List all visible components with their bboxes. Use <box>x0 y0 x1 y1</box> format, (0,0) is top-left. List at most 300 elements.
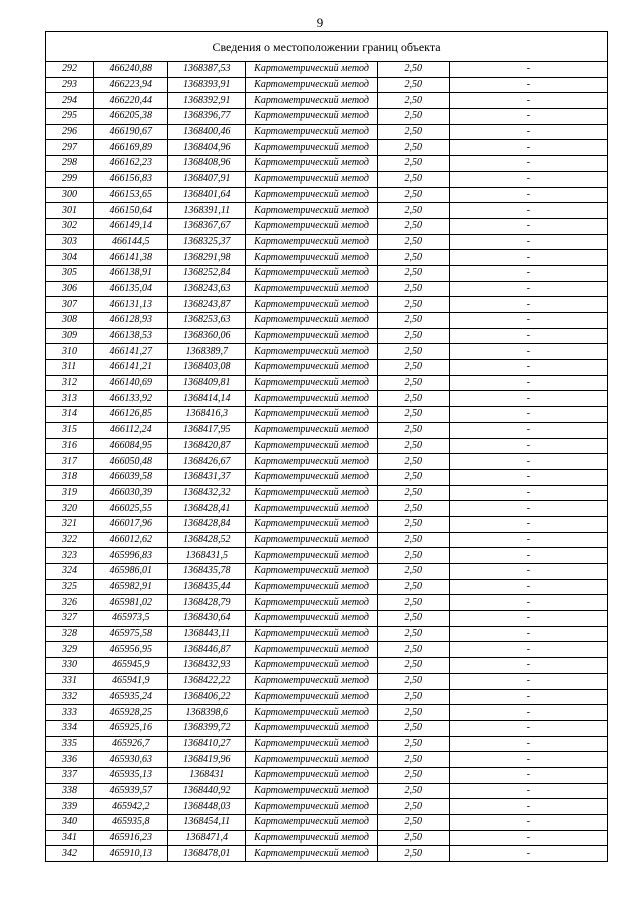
table-title: Сведения о местоположении границ объекта <box>46 32 608 62</box>
point-number-cell: 311 <box>46 360 94 376</box>
accuracy-cell: 2,50 <box>377 375 449 391</box>
table-row <box>46 689 608 705</box>
x-coordinate-cell: 466012,62 <box>94 532 168 548</box>
y-coordinate-cell: 1368430,64 <box>168 611 246 627</box>
x-coordinate-cell: 466220,44 <box>94 93 168 109</box>
description-cell: - <box>449 626 607 642</box>
point-number-cell: 299 <box>46 171 94 187</box>
accuracy-cell: 2,50 <box>377 846 449 862</box>
x-coordinate-cell: 465928,25 <box>94 705 168 721</box>
point-number-cell: 329 <box>46 642 94 658</box>
method-cell: Картометрический метод <box>246 203 378 219</box>
description-cell: - <box>449 752 607 768</box>
table-row <box>46 485 608 501</box>
y-coordinate-cell: 1368422,22 <box>168 673 246 689</box>
description-cell: - <box>449 516 607 532</box>
point-number-cell: 303 <box>46 234 94 250</box>
accuracy-cell: 2,50 <box>377 799 449 815</box>
table-row <box>46 767 608 783</box>
table-row <box>46 62 608 78</box>
method-cell: Картометрический метод <box>246 250 378 266</box>
point-number-cell: 334 <box>46 720 94 736</box>
point-number-cell: 319 <box>46 485 94 501</box>
method-cell: Картометрический метод <box>246 532 378 548</box>
point-number-cell: 310 <box>46 344 94 360</box>
point-number-cell: 308 <box>46 313 94 329</box>
y-coordinate-cell: 1368408,96 <box>168 156 246 172</box>
y-coordinate-cell: 1368428,79 <box>168 595 246 611</box>
y-coordinate-cell: 1368404,96 <box>168 140 246 156</box>
point-number-cell: 332 <box>46 689 94 705</box>
point-number-cell: 324 <box>46 564 94 580</box>
point-number-cell: 331 <box>46 673 94 689</box>
point-number-cell: 341 <box>46 830 94 846</box>
x-coordinate-cell: 466150,64 <box>94 203 168 219</box>
y-coordinate-cell: 1368403,08 <box>168 360 246 376</box>
accuracy-cell: 2,50 <box>377 564 449 580</box>
y-coordinate-cell: 1368253,63 <box>168 313 246 329</box>
accuracy-cell: 2,50 <box>377 720 449 736</box>
x-coordinate-cell: 465986,01 <box>94 564 168 580</box>
y-coordinate-cell: 1368414,14 <box>168 391 246 407</box>
description-cell: - <box>449 62 607 78</box>
accuracy-cell: 2,50 <box>377 485 449 501</box>
point-number-cell: 337 <box>46 767 94 783</box>
x-coordinate-cell: 466240,88 <box>94 62 168 78</box>
accuracy-cell: 2,50 <box>377 360 449 376</box>
x-coordinate-cell: 465996,83 <box>94 548 168 564</box>
description-cell: - <box>449 360 607 376</box>
description-cell: - <box>449 564 607 580</box>
x-coordinate-cell: 465930,63 <box>94 752 168 768</box>
method-cell: Картометрический метод <box>246 391 378 407</box>
table-row <box>46 234 608 250</box>
accuracy-cell: 2,50 <box>377 815 449 831</box>
y-coordinate-cell: 1368367,67 <box>168 218 246 234</box>
y-coordinate-cell: 1368389,7 <box>168 344 246 360</box>
accuracy-cell: 2,50 <box>377 830 449 846</box>
description-cell: - <box>449 203 607 219</box>
description-cell: - <box>449 720 607 736</box>
method-cell: Картометрический метод <box>246 642 378 658</box>
method-cell: Картометрический метод <box>246 281 378 297</box>
x-coordinate-cell: 465982,91 <box>94 579 168 595</box>
description-cell: - <box>449 783 607 799</box>
x-coordinate-cell: 466025,55 <box>94 501 168 517</box>
description-cell: - <box>449 736 607 752</box>
point-number-cell: 304 <box>46 250 94 266</box>
method-cell: Картометрический метод <box>246 62 378 78</box>
description-cell: - <box>449 328 607 344</box>
method-cell: Картометрический метод <box>246 234 378 250</box>
x-coordinate-cell: 466141,27 <box>94 344 168 360</box>
description-cell: - <box>449 218 607 234</box>
description-cell: - <box>449 469 607 485</box>
accuracy-cell: 2,50 <box>377 767 449 783</box>
point-number-cell: 294 <box>46 93 94 109</box>
accuracy-cell: 2,50 <box>377 62 449 78</box>
y-coordinate-cell: 1368428,84 <box>168 516 246 532</box>
method-cell: Картометрический метод <box>246 564 378 580</box>
method-cell: Картометрический метод <box>246 548 378 564</box>
description-cell: - <box>449 281 607 297</box>
point-number-cell: 312 <box>46 375 94 391</box>
y-coordinate-cell: 1368399,72 <box>168 720 246 736</box>
y-coordinate-cell: 1368393,91 <box>168 77 246 93</box>
table-row <box>46 77 608 93</box>
y-coordinate-cell: 1368428,41 <box>168 501 246 517</box>
description-cell: - <box>449 815 607 831</box>
description-cell: - <box>449 830 607 846</box>
accuracy-cell: 2,50 <box>377 501 449 517</box>
method-cell: Картометрический метод <box>246 611 378 627</box>
point-number-cell: 317 <box>46 454 94 470</box>
accuracy-cell: 2,50 <box>377 218 449 234</box>
y-coordinate-cell: 1368443,11 <box>168 626 246 642</box>
point-number-cell: 342 <box>46 846 94 862</box>
x-coordinate-cell: 466030,39 <box>94 485 168 501</box>
table-row <box>46 830 608 846</box>
method-cell: Картометрический метод <box>246 673 378 689</box>
table-row <box>46 469 608 485</box>
point-number-cell: 330 <box>46 658 94 674</box>
description-cell: - <box>449 501 607 517</box>
table-row <box>46 313 608 329</box>
y-coordinate-cell: 1368440,92 <box>168 783 246 799</box>
table-row <box>46 281 608 297</box>
accuracy-cell: 2,50 <box>377 124 449 140</box>
accuracy-cell: 2,50 <box>377 752 449 768</box>
description-cell: - <box>449 187 607 203</box>
x-coordinate-cell: 466169,89 <box>94 140 168 156</box>
y-coordinate-cell: 1368419,96 <box>168 752 246 768</box>
method-cell: Картометрический метод <box>246 846 378 862</box>
point-number-cell: 321 <box>46 516 94 532</box>
table-row <box>46 595 608 611</box>
point-number-cell: 316 <box>46 438 94 454</box>
point-number-cell: 295 <box>46 109 94 125</box>
accuracy-cell: 2,50 <box>377 344 449 360</box>
description-cell: - <box>449 595 607 611</box>
method-cell: Картометрический метод <box>246 375 378 391</box>
y-coordinate-cell: 1368417,95 <box>168 422 246 438</box>
description-cell: - <box>449 124 607 140</box>
table-row <box>46 156 608 172</box>
method-cell: Картометрический метод <box>246 438 378 454</box>
y-coordinate-cell: 1368432,32 <box>168 485 246 501</box>
accuracy-cell: 2,50 <box>377 407 449 423</box>
description-cell: - <box>449 438 607 454</box>
accuracy-cell: 2,50 <box>377 454 449 470</box>
table-row <box>46 171 608 187</box>
accuracy-cell: 2,50 <box>377 422 449 438</box>
description-cell: - <box>449 109 607 125</box>
table-row <box>46 516 608 532</box>
y-coordinate-cell: 1368252,84 <box>168 265 246 281</box>
point-number-cell: 333 <box>46 705 94 721</box>
x-coordinate-cell: 466131,13 <box>94 297 168 313</box>
y-coordinate-cell: 1368420,87 <box>168 438 246 454</box>
point-number-cell: 327 <box>46 611 94 627</box>
table-row <box>46 532 608 548</box>
method-cell: Картометрический метод <box>246 658 378 674</box>
x-coordinate-cell: 465945,9 <box>94 658 168 674</box>
accuracy-cell: 2,50 <box>377 93 449 109</box>
table-row <box>46 422 608 438</box>
point-number-cell: 297 <box>46 140 94 156</box>
y-coordinate-cell: 1368398,6 <box>168 705 246 721</box>
table-row <box>46 454 608 470</box>
x-coordinate-cell: 465935,24 <box>94 689 168 705</box>
y-coordinate-cell: 1368360,06 <box>168 328 246 344</box>
table-row <box>46 344 608 360</box>
x-coordinate-cell: 465941,9 <box>94 673 168 689</box>
accuracy-cell: 2,50 <box>377 642 449 658</box>
method-cell: Картометрический метод <box>246 689 378 705</box>
table-row <box>46 752 608 768</box>
y-coordinate-cell: 1368396,77 <box>168 109 246 125</box>
x-coordinate-cell: 466138,53 <box>94 328 168 344</box>
method-cell: Картометрический метод <box>246 124 378 140</box>
method-cell: Картометрический метод <box>246 830 378 846</box>
x-coordinate-cell: 465910,13 <box>94 846 168 862</box>
description-cell: - <box>449 344 607 360</box>
accuracy-cell: 2,50 <box>377 265 449 281</box>
table-row <box>46 705 608 721</box>
method-cell: Картометрический метод <box>246 579 378 595</box>
x-coordinate-cell: 466141,38 <box>94 250 168 266</box>
description-cell: - <box>449 422 607 438</box>
point-number-cell: 307 <box>46 297 94 313</box>
accuracy-cell: 2,50 <box>377 281 449 297</box>
y-coordinate-cell: 1368431,5 <box>168 548 246 564</box>
table-row <box>46 783 608 799</box>
description-cell: - <box>449 77 607 93</box>
table-row <box>46 360 608 376</box>
accuracy-cell: 2,50 <box>377 579 449 595</box>
method-cell: Картометрический метод <box>246 501 378 517</box>
accuracy-cell: 2,50 <box>377 783 449 799</box>
description-cell: - <box>449 767 607 783</box>
point-number-cell: 305 <box>46 265 94 281</box>
description-cell: - <box>449 297 607 313</box>
method-cell: Картометрический метод <box>246 109 378 125</box>
method-cell: Картометрический метод <box>246 93 378 109</box>
point-number-cell: 325 <box>46 579 94 595</box>
table-row <box>46 124 608 140</box>
method-cell: Картометрический метод <box>246 77 378 93</box>
y-coordinate-cell: 1368416,3 <box>168 407 246 423</box>
x-coordinate-cell: 466140,69 <box>94 375 168 391</box>
point-number-cell: 301 <box>46 203 94 219</box>
method-cell: Картометрический метод <box>246 516 378 532</box>
x-coordinate-cell: 465935,13 <box>94 767 168 783</box>
accuracy-cell: 2,50 <box>377 595 449 611</box>
method-cell: Картометрический метод <box>246 454 378 470</box>
x-coordinate-cell: 465942,2 <box>94 799 168 815</box>
y-coordinate-cell: 1368406,22 <box>168 689 246 705</box>
y-coordinate-cell: 1368243,87 <box>168 297 246 313</box>
x-coordinate-cell: 466162,23 <box>94 156 168 172</box>
table-row <box>46 815 608 831</box>
accuracy-cell: 2,50 <box>377 140 449 156</box>
table-row <box>46 799 608 815</box>
accuracy-cell: 2,50 <box>377 673 449 689</box>
point-number-cell: 296 <box>46 124 94 140</box>
point-number-cell: 302 <box>46 218 94 234</box>
description-cell: - <box>449 658 607 674</box>
y-coordinate-cell: 1368471,4 <box>168 830 246 846</box>
accuracy-cell: 2,50 <box>377 438 449 454</box>
table-row <box>46 297 608 313</box>
point-number-cell: 320 <box>46 501 94 517</box>
point-number-cell: 340 <box>46 815 94 831</box>
description-cell: - <box>449 407 607 423</box>
method-cell: Картометрический метод <box>246 328 378 344</box>
x-coordinate-cell: 466112,24 <box>94 422 168 438</box>
table-row <box>46 736 608 752</box>
method-cell: Картометрический метод <box>246 313 378 329</box>
table-row <box>46 375 608 391</box>
description-cell: - <box>449 234 607 250</box>
table-row <box>46 140 608 156</box>
point-number-cell: 322 <box>46 532 94 548</box>
x-coordinate-cell: 465939,57 <box>94 783 168 799</box>
y-coordinate-cell: 1368478,01 <box>168 846 246 862</box>
accuracy-cell: 2,50 <box>377 611 449 627</box>
accuracy-cell: 2,50 <box>377 736 449 752</box>
method-cell: Картометрический метод <box>246 595 378 611</box>
x-coordinate-cell: 465956,95 <box>94 642 168 658</box>
point-number-cell: 298 <box>46 156 94 172</box>
y-coordinate-cell: 1368291,98 <box>168 250 246 266</box>
table-row <box>46 265 608 281</box>
y-coordinate-cell: 1368391,11 <box>168 203 246 219</box>
table-row <box>46 642 608 658</box>
y-coordinate-cell: 1368409,81 <box>168 375 246 391</box>
point-number-cell: 335 <box>46 736 94 752</box>
x-coordinate-cell: 466135,04 <box>94 281 168 297</box>
table-row <box>46 93 608 109</box>
accuracy-cell: 2,50 <box>377 469 449 485</box>
description-cell: - <box>449 799 607 815</box>
x-coordinate-cell: 465975,58 <box>94 626 168 642</box>
description-cell: - <box>449 93 607 109</box>
y-coordinate-cell: 1368431 <box>168 767 246 783</box>
x-coordinate-cell: 466084,95 <box>94 438 168 454</box>
method-cell: Картометрический метод <box>246 815 378 831</box>
x-coordinate-cell: 466223,94 <box>94 77 168 93</box>
x-coordinate-cell: 466141,21 <box>94 360 168 376</box>
description-cell: - <box>449 548 607 564</box>
method-cell: Картометрический метод <box>246 736 378 752</box>
table-row <box>46 548 608 564</box>
method-cell: Картометрический метод <box>246 265 378 281</box>
method-cell: Картометрический метод <box>246 469 378 485</box>
table-row <box>46 203 608 219</box>
method-cell: Картометрический метод <box>246 187 378 203</box>
description-cell: - <box>449 375 607 391</box>
table-row <box>46 407 608 423</box>
accuracy-cell: 2,50 <box>377 77 449 93</box>
table-row <box>46 658 608 674</box>
description-cell: - <box>449 313 607 329</box>
description-cell: - <box>449 673 607 689</box>
y-coordinate-cell: 1368387,53 <box>168 62 246 78</box>
point-number-cell: 314 <box>46 407 94 423</box>
x-coordinate-cell: 465973,5 <box>94 611 168 627</box>
description-cell: - <box>449 391 607 407</box>
description-cell: - <box>449 611 607 627</box>
x-coordinate-cell: 466138,91 <box>94 265 168 281</box>
y-coordinate-cell: 1368431,37 <box>168 469 246 485</box>
table-row <box>46 187 608 203</box>
method-cell: Картометрический метод <box>246 626 378 642</box>
x-coordinate-cell: 466017,96 <box>94 516 168 532</box>
y-coordinate-cell: 1368446,87 <box>168 642 246 658</box>
point-number-cell: 338 <box>46 783 94 799</box>
accuracy-cell: 2,50 <box>377 109 449 125</box>
description-cell: - <box>449 171 607 187</box>
point-number-cell: 306 <box>46 281 94 297</box>
table-row <box>46 501 608 517</box>
table-row <box>46 579 608 595</box>
x-coordinate-cell: 466149,14 <box>94 218 168 234</box>
table-row <box>46 438 608 454</box>
table-title-row <box>46 32 608 62</box>
method-cell: Картометрический метод <box>246 783 378 799</box>
description-cell: - <box>449 689 607 705</box>
x-coordinate-cell: 466133,92 <box>94 391 168 407</box>
method-cell: Картометрический метод <box>246 720 378 736</box>
y-coordinate-cell: 1368454,11 <box>168 815 246 831</box>
description-cell: - <box>449 265 607 281</box>
point-number-cell: 328 <box>46 626 94 642</box>
method-cell: Картометрический метод <box>246 705 378 721</box>
description-cell: - <box>449 705 607 721</box>
description-cell: - <box>449 532 607 548</box>
x-coordinate-cell: 466039,58 <box>94 469 168 485</box>
point-number-cell: 336 <box>46 752 94 768</box>
method-cell: Картометрический метод <box>246 218 378 234</box>
accuracy-cell: 2,50 <box>377 532 449 548</box>
accuracy-cell: 2,50 <box>377 203 449 219</box>
table-row <box>46 673 608 689</box>
x-coordinate-cell: 465981,02 <box>94 595 168 611</box>
x-coordinate-cell: 466156,83 <box>94 171 168 187</box>
table-row <box>46 328 608 344</box>
x-coordinate-cell: 465925,16 <box>94 720 168 736</box>
y-coordinate-cell: 1368400,46 <box>168 124 246 140</box>
y-coordinate-cell: 1368448,03 <box>168 799 246 815</box>
x-coordinate-cell: 466050,48 <box>94 454 168 470</box>
x-coordinate-cell: 465926,7 <box>94 736 168 752</box>
x-coordinate-cell: 465916,23 <box>94 830 168 846</box>
accuracy-cell: 2,50 <box>377 297 449 313</box>
accuracy-cell: 2,50 <box>377 705 449 721</box>
method-cell: Картометрический метод <box>246 156 378 172</box>
x-coordinate-cell: 466190,67 <box>94 124 168 140</box>
description-cell: - <box>449 846 607 862</box>
table-row <box>46 109 608 125</box>
y-coordinate-cell: 1368243,63 <box>168 281 246 297</box>
table-row <box>46 611 608 627</box>
accuracy-cell: 2,50 <box>377 171 449 187</box>
accuracy-cell: 2,50 <box>377 548 449 564</box>
y-coordinate-cell: 1368392,91 <box>168 93 246 109</box>
accuracy-cell: 2,50 <box>377 658 449 674</box>
y-coordinate-cell: 1368401,64 <box>168 187 246 203</box>
